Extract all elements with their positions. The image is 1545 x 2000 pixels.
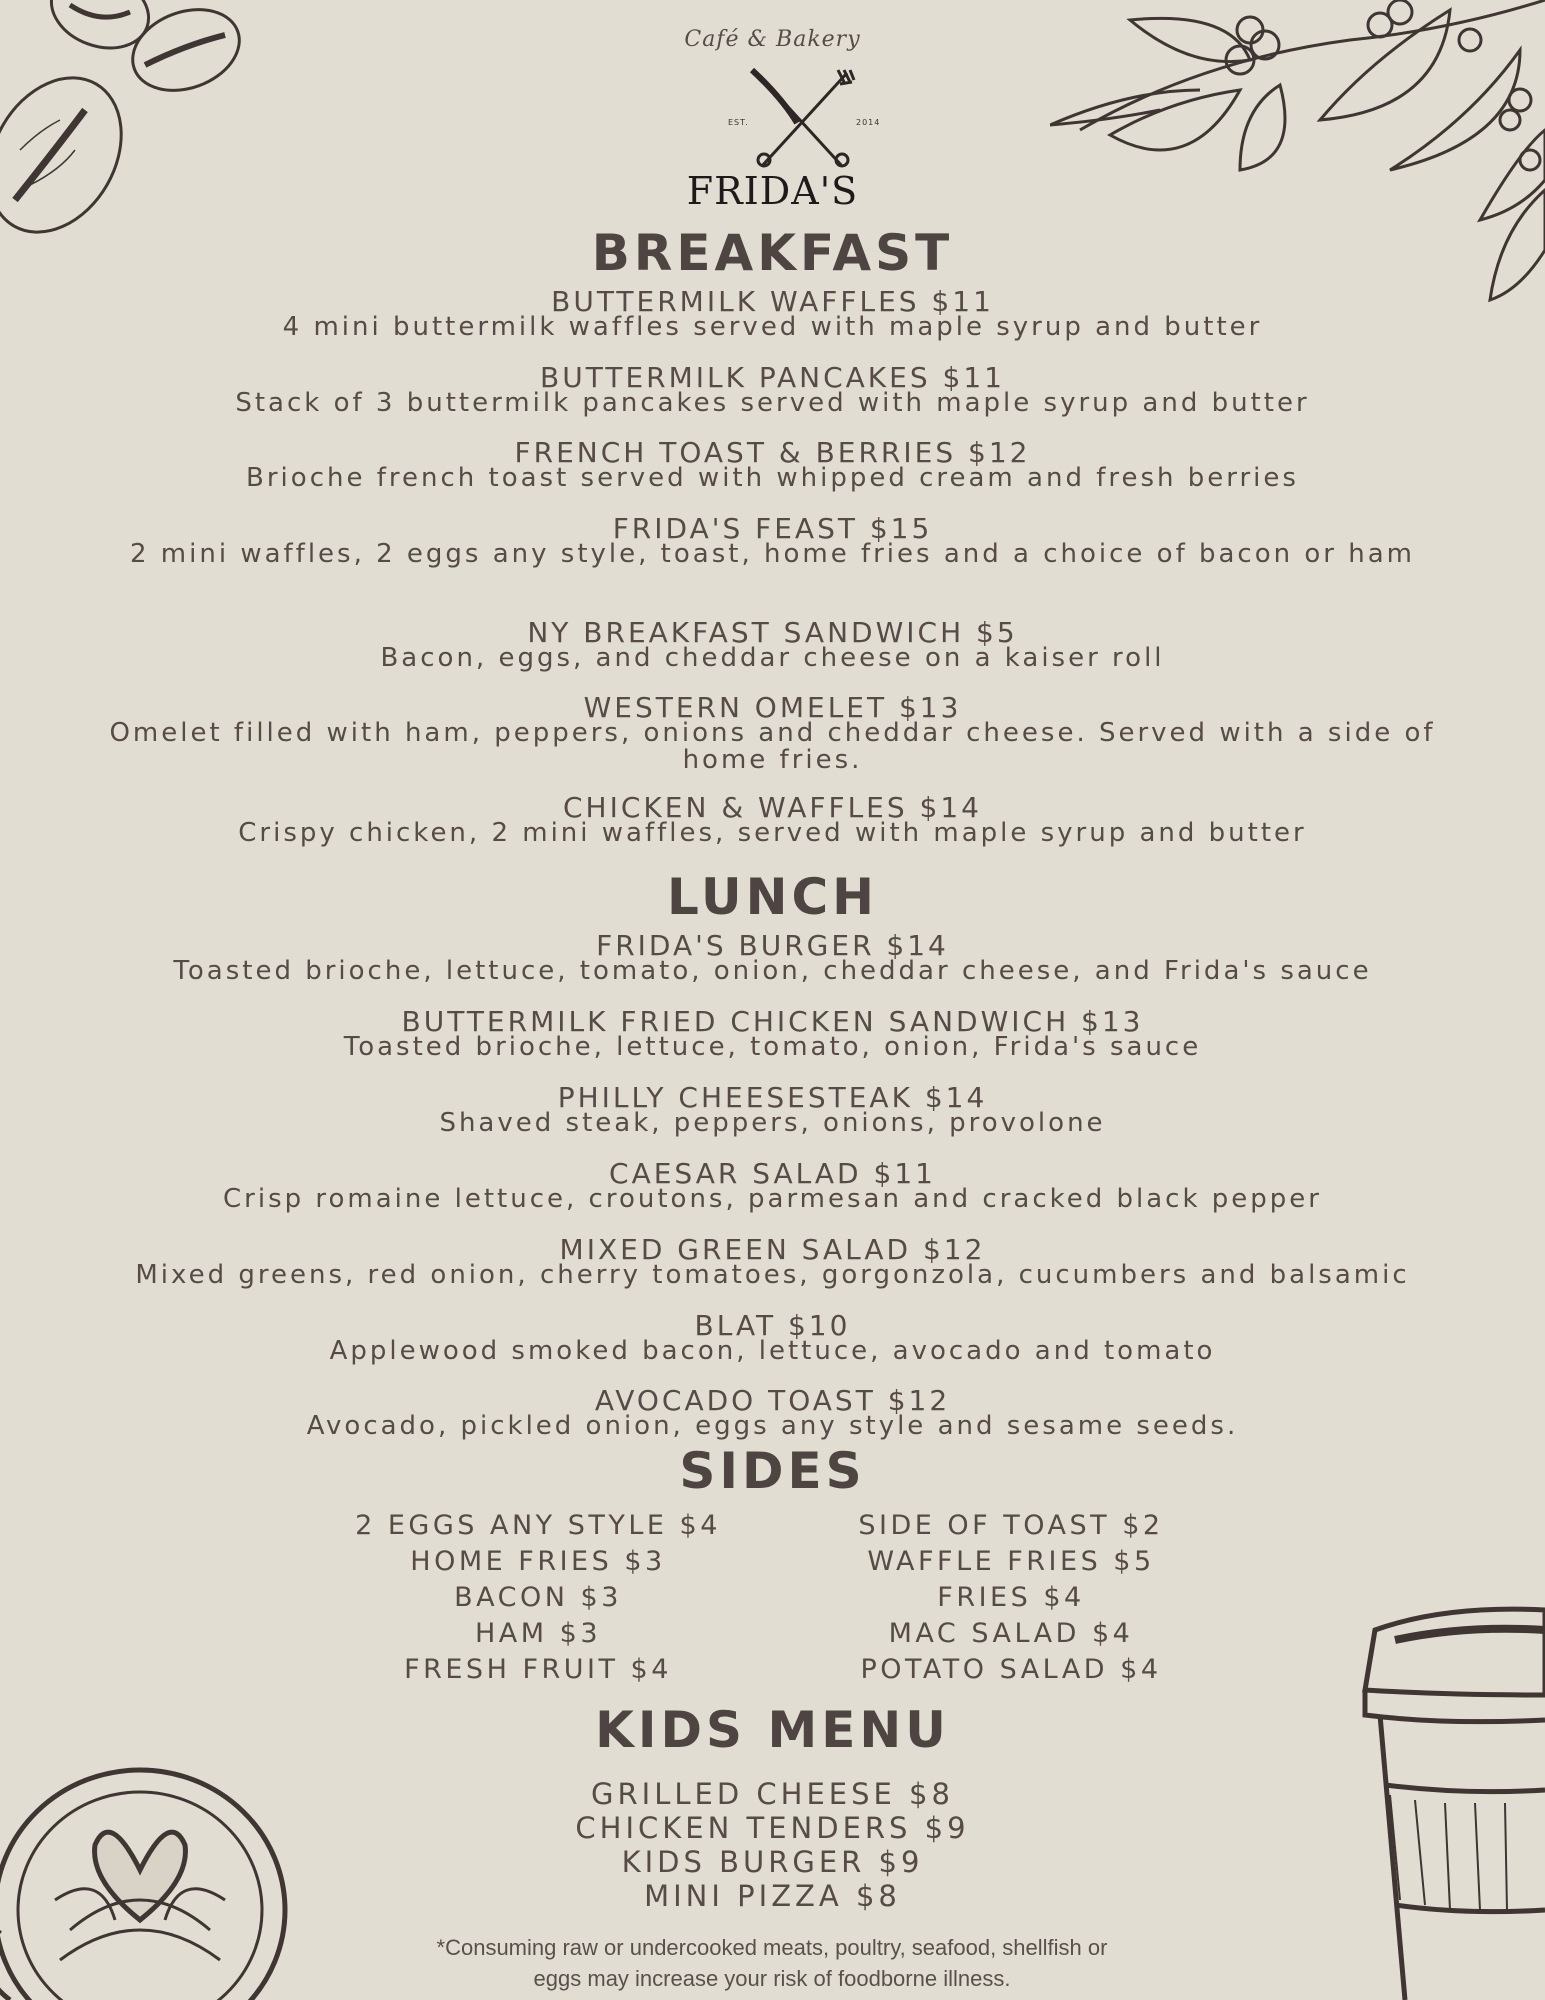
side-item: 2 EGGS ANY STYLE $4 bbox=[355, 1510, 721, 1541]
menu-item-description: Shaved steak, peppers, onions, provolone bbox=[439, 1108, 1106, 1138]
menu-item-name: BUTTERMILK FRIED CHICKEN SANDWICH $13 bbox=[401, 1005, 1144, 1038]
established-year: 2014 bbox=[856, 118, 881, 127]
menu-item-name: FRENCH TOAST & BERRIES $12 bbox=[514, 436, 1031, 469]
food-safety-disclaimer: *Consuming raw or undercooked meats, poultry, seafood, shellfish or eggs may increase your risk of foodborne illness. bbox=[436, 1935, 1108, 1991]
kids-menu-list bbox=[0, 1777, 1545, 1913]
menu-item-description: Applewood smoked bacon, lettuce, avocado and tomato bbox=[329, 1336, 1216, 1366]
side-item: FRESH FRUIT $4 bbox=[404, 1654, 672, 1685]
menu-item-description: 2 mini waffles, 2 eggs any style, toast, home fries and a choice of bacon or ham bbox=[130, 539, 1415, 569]
menu-item-description: Brioche french toast served with whipped cream and fresh berries bbox=[246, 463, 1299, 493]
menu-item-name: WESTERN OMELET $13 bbox=[583, 691, 962, 724]
breakfast-heading: BREAKFAST bbox=[591, 224, 954, 282]
menu-item-description: Bacon, eggs, and cheddar cheese on a kaiser roll bbox=[380, 643, 1165, 673]
brand-name: FRIDA'S bbox=[686, 169, 859, 213]
menu-item-description: 4 mini buttermilk waffles served with maple syrup and butter bbox=[282, 312, 1263, 342]
menu-item-name: CHICKEN & WAFFLES $14 bbox=[563, 791, 982, 824]
side-item: WAFFLE FRIES $5 bbox=[867, 1546, 1155, 1577]
menu-item-description: Avocado, pickled onion, eggs any style and sesame seeds. bbox=[306, 1411, 1239, 1441]
crossed-fork-knife-icon bbox=[742, 68, 862, 172]
menu-item-description: Omelet filled with ham, peppers, onions and cheddar cheese. Served with a side of home fries. bbox=[109, 718, 1436, 775]
established-label: EST. bbox=[728, 118, 749, 127]
menu-item-name: BUTTERMILK WAFFLES $11 bbox=[551, 285, 994, 318]
kids-item: CHICKEN TENDERS $9 bbox=[575, 1811, 970, 1845]
brand-tagline: Café & Bakery bbox=[684, 27, 861, 52]
menu-item-name: MIXED GREEN SALAD $12 bbox=[559, 1233, 986, 1266]
menu-item-name: FRIDA'S FEAST $15 bbox=[612, 512, 933, 545]
menu-item-name: FRIDA'S BURGER $14 bbox=[596, 929, 949, 962]
menu-item-name: AVOCADO TOAST $12 bbox=[594, 1384, 951, 1417]
sides-right-column bbox=[731, 1508, 1291, 1688]
sides-heading: SIDES bbox=[679, 1442, 866, 1500]
menu-item-name: NY BREAKFAST SANDWICH $5 bbox=[527, 616, 1018, 649]
kids-menu-heading: KIDS MENU bbox=[595, 1701, 950, 1759]
menu-item-description: Toasted brioche, lettuce, tomato, onion, cheddar cheese, and Frida's sauce bbox=[173, 956, 1372, 986]
side-item: MAC SALAD $4 bbox=[888, 1618, 1134, 1649]
side-item: FRIES $4 bbox=[937, 1582, 1085, 1613]
menu-item-description: Stack of 3 buttermilk pancakes served with maple syrup and butter bbox=[235, 388, 1310, 418]
side-item: SIDE OF TOAST $2 bbox=[858, 1510, 1164, 1541]
menu-item-description: Mixed greens, red onion, cherry tomatoes, gorgonzola, cucumbers and balsamic bbox=[135, 1260, 1410, 1290]
menu-item-name: PHILLY CHEESESTEAK $14 bbox=[557, 1081, 988, 1114]
side-item: POTATO SALAD $4 bbox=[860, 1654, 1162, 1685]
menu-item-name: BLAT $10 bbox=[694, 1309, 851, 1342]
kids-item: KIDS BURGER $9 bbox=[621, 1845, 924, 1879]
lunch-heading: LUNCH bbox=[666, 868, 879, 926]
side-item: HAM $3 bbox=[474, 1618, 601, 1649]
kids-item: MINI PIZZA $8 bbox=[644, 1879, 901, 1913]
side-item: BACON $3 bbox=[454, 1582, 622, 1613]
menu-item-name: BUTTERMILK PANCAKES $11 bbox=[540, 361, 1005, 394]
menu-item-description: Toasted brioche, lettuce, tomato, onion, Frida's sauce bbox=[343, 1032, 1202, 1062]
menu-item-name: CAESAR SALAD $11 bbox=[609, 1157, 936, 1190]
menu-item-description: Crispy chicken, 2 mini waffles, served with maple syrup and butter bbox=[238, 818, 1307, 848]
kids-item: GRILLED CHEESE $8 bbox=[591, 1777, 954, 1811]
side-item: HOME FRIES $3 bbox=[410, 1546, 666, 1577]
menu-item-description: Crisp romaine lettuce, croutons, parmesan and cracked black pepper bbox=[223, 1184, 1322, 1214]
